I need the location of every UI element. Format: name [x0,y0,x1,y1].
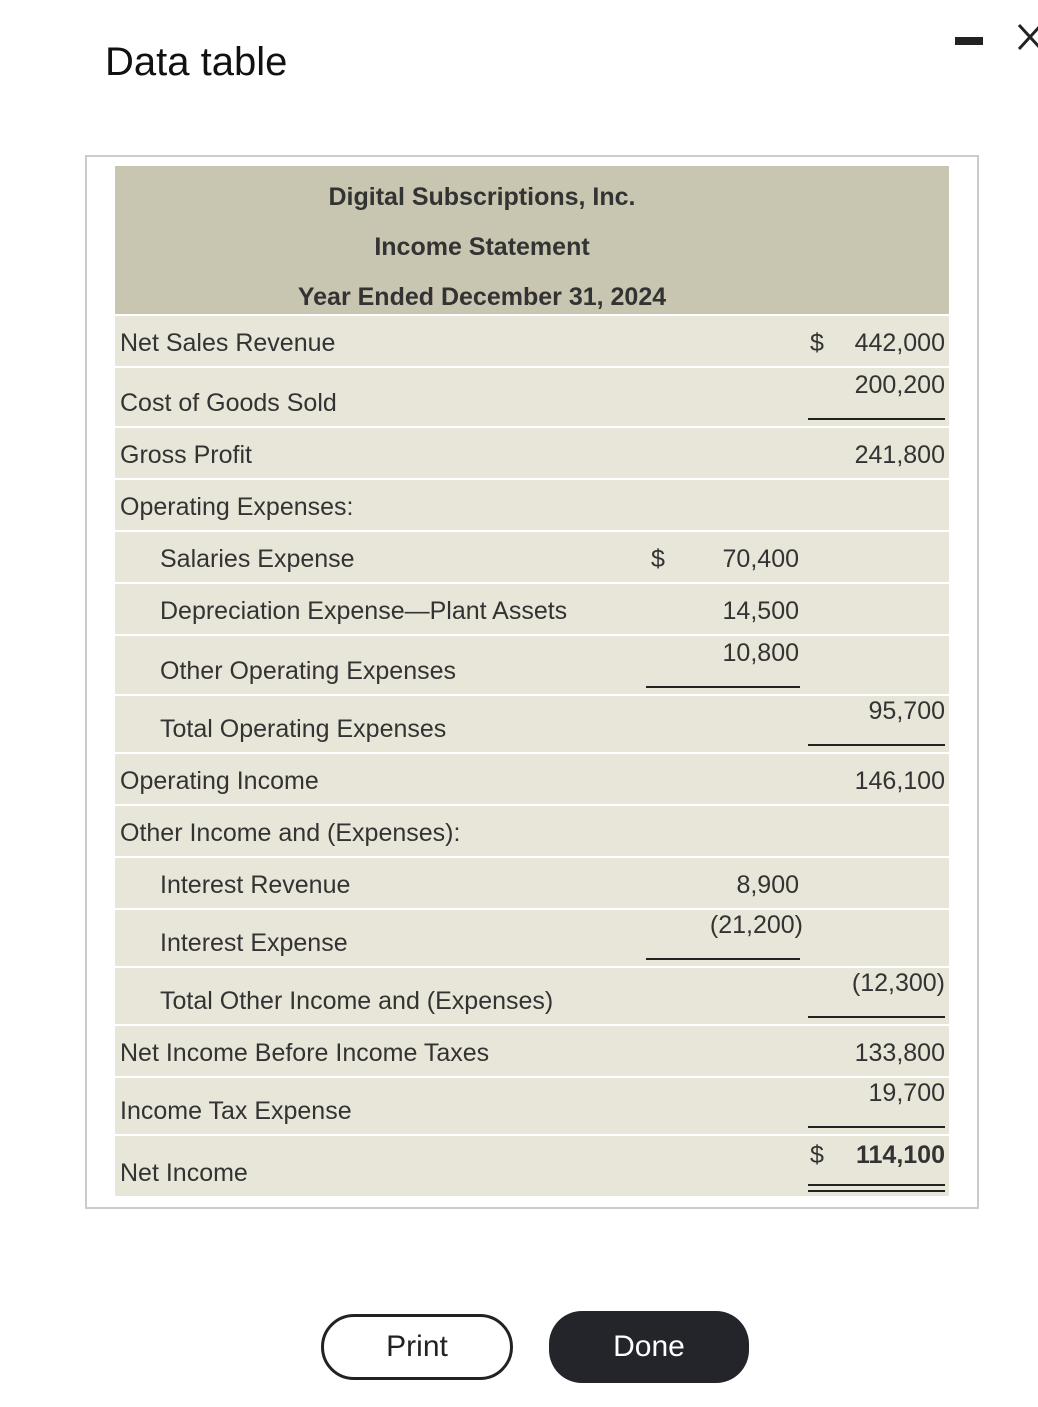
print-button[interactable]: Print [321,1314,513,1380]
report-period: Year Ended December 31, 2024 [297,283,667,311]
underline [646,958,800,960]
row-total-other [115,968,949,1026]
dialog-title: Data table [105,40,288,84]
row-amount: (12,300) [851,969,945,997]
row-amount: 114,100 [856,1141,945,1169]
underline [808,744,945,746]
statement-header [115,166,949,316]
underline [808,1126,945,1128]
row-label: Interest Revenue [160,871,351,899]
underline [808,418,945,420]
row-amount: 200,200 [854,371,945,399]
row-amount: (21,200) [709,911,803,939]
currency-symbol: $ [651,545,665,573]
row-total-operating [115,696,949,754]
double-underline [808,1184,945,1192]
row-amount: 70,400 [722,545,799,573]
row-interest-revenue [115,858,949,910]
close-icon[interactable] [1016,22,1038,52]
row-label: Total Operating Expenses [160,715,447,743]
row-cogs [115,368,949,428]
row-gross-profit [115,428,949,480]
row-label: Gross Profit [120,441,252,469]
report-name: Income Statement [374,233,590,261]
row-amount: 14,500 [722,597,799,625]
row-label: Other Income and (Expenses): [120,819,461,847]
row-operating-expenses-header [115,480,949,532]
row-amount: 19,700 [868,1079,945,1107]
done-button[interactable]: Done [549,1311,749,1383]
row-amount: 146,100 [854,767,945,795]
row-label: Operating Income [120,767,319,795]
row-amount: 95,700 [868,697,945,725]
row-amount: 8,900 [736,871,799,899]
underline [808,1016,945,1018]
currency-symbol: $ [810,1141,824,1169]
currency-symbol: $ [810,329,824,357]
row-label: Depreciation Expense—Plant Assets [160,597,568,625]
row-amount: 133,800 [854,1039,945,1067]
income-statement-table [115,166,949,1196]
row-label: Net Income [120,1159,248,1187]
row-amount: 10,800 [722,639,799,667]
minimize-icon[interactable] [955,37,983,45]
row-label: Net Income Before Income Taxes [120,1039,490,1067]
row-label: Total Other Income and (Expenses) [160,987,554,1015]
row-depreciation [115,584,949,636]
row-label: Net Sales Revenue [120,329,336,357]
row-net-income-before-taxes [115,1026,949,1078]
row-label: Cost of Goods Sold [120,389,337,417]
row-other-operating [115,636,949,696]
underline [646,686,800,688]
row-other-income-header [115,806,949,858]
row-label: Other Operating Expenses [160,657,456,685]
row-net-sales [115,316,949,368]
row-net-income [115,1136,949,1196]
row-interest-expense [115,910,949,968]
row-label: Salaries Expense [160,545,355,573]
row-amount: 442,000 [854,329,945,357]
row-operating-income [115,754,949,806]
company-name: Digital Subscriptions, Inc. [328,183,636,211]
row-amount: 241,800 [854,441,945,469]
row-label: Operating Expenses: [120,493,354,521]
row-salaries [115,532,949,584]
row-label: Income Tax Expense [120,1097,352,1125]
row-label: Interest Expense [160,929,348,957]
row-income-tax [115,1078,949,1136]
